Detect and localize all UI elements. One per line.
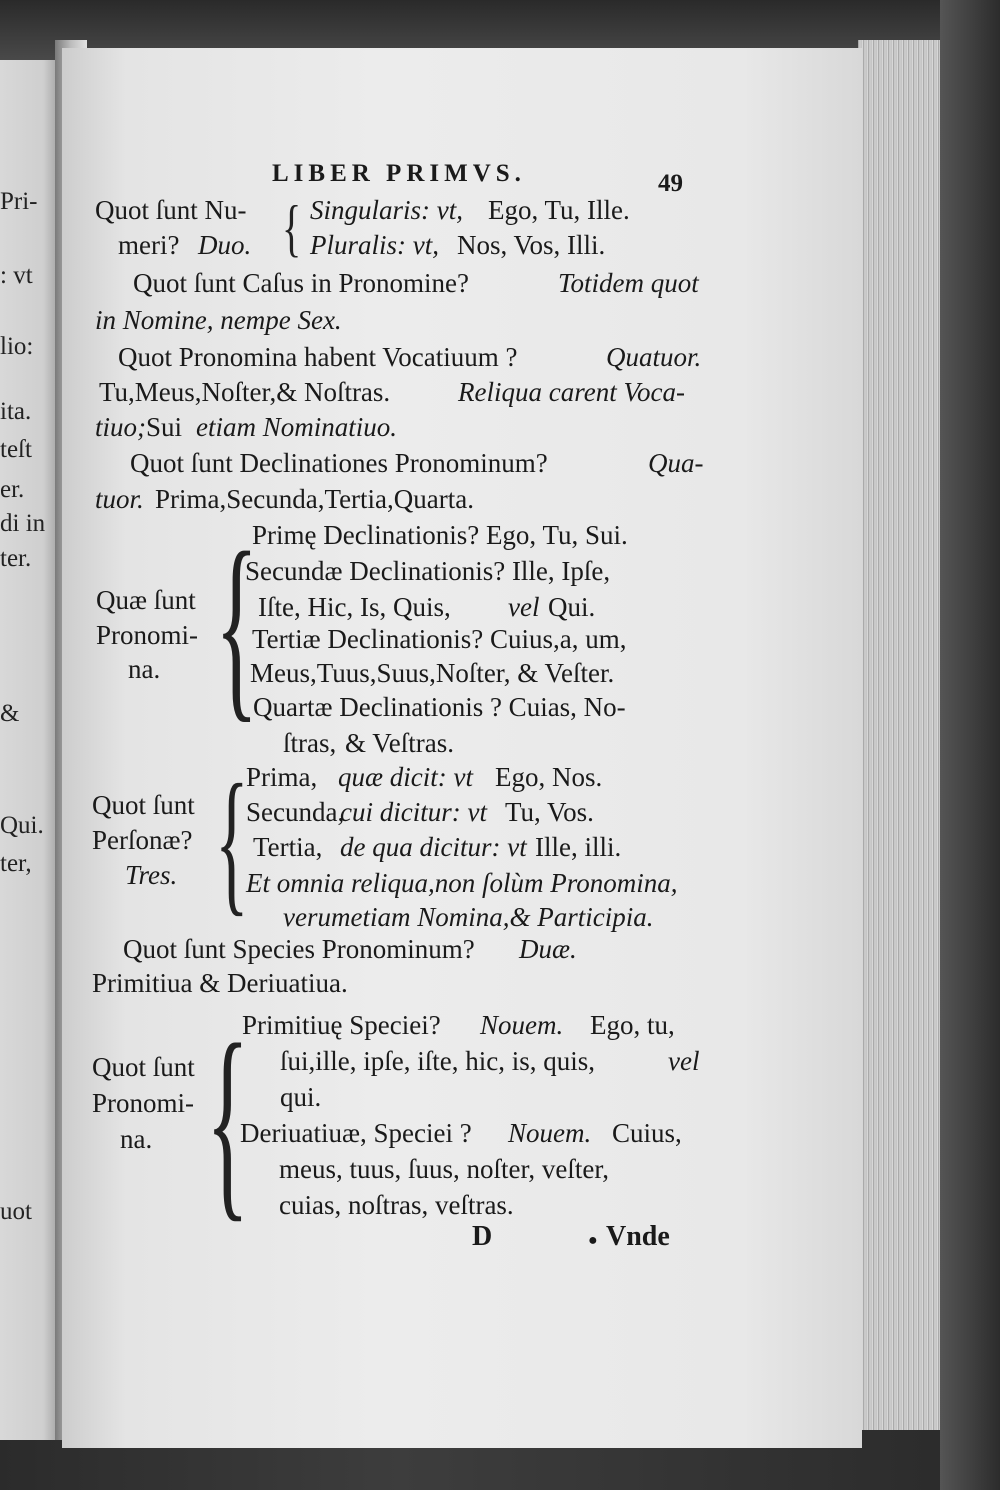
text-line-l25: ſui,ille, ipſe, iſte, hic, is, quis, (280, 1046, 595, 1076)
book-cover-edge (940, 0, 1000, 1490)
text-line-l14a: na. (128, 654, 161, 684)
signature-mark: D (472, 1221, 493, 1252)
text-line-l19a: Perſonæ? (92, 825, 193, 855)
left-facing-page (0, 60, 62, 1440)
left-margin-fragment: ter. (0, 545, 32, 572)
text-line-l5: Quot Pronomina habent Vocatiuum ? (118, 342, 518, 372)
text-line-l27: Deriuatiuæ, Speciei ? (240, 1118, 472, 1148)
text-line-l18: Secunda, (246, 797, 345, 827)
text-line-l27b: Nouem. (508, 1118, 592, 1148)
left-margin-fragment: uot (0, 1198, 32, 1225)
text-line-l11: Secundæ Declinationis? Ille, Ipſe, (245, 556, 611, 586)
left-margin-fragment: teſt (0, 436, 32, 463)
brace-species: { (206, 1002, 250, 1241)
text-line-l20: Et omnia reliqua,non ſolùm Pronomina, (246, 868, 678, 898)
text-line-l23: Primitiua & Deriuatiua. (92, 968, 348, 998)
left-margin-fragment: Pri- (0, 188, 38, 215)
text-line-l9: tuor. (95, 484, 144, 514)
text-line-l17: Prima, (246, 762, 318, 792)
text-line-l8b: Qua- (648, 448, 704, 478)
text-line-l10: Primę Declinationis? Ego, Tu, Sui. (252, 520, 628, 550)
text-line-l18b: cui dicitur: vt (340, 797, 487, 827)
text-line-l6: Tu,Meus,Noſter,& Noſtras. (99, 377, 391, 407)
text-line-l29: cuias, noſtras, veſtras. (279, 1190, 514, 1220)
left-margin-fragment: ter, (0, 850, 32, 877)
text-line-l16: ſtras, (283, 728, 337, 758)
text-line-l24: Primitiuę Speciei? (242, 1010, 441, 1040)
text-line-l18c: Tu, Vos. (505, 797, 594, 827)
text-line-l27a: na. (120, 1124, 153, 1154)
left-margin-fragment: : vt (0, 262, 33, 289)
text-line-l22b: Duæ. (519, 934, 577, 964)
page-number: 49 (658, 170, 683, 197)
text-line-l26a: Pronomi- (92, 1088, 195, 1118)
text-line-l24c: Ego, tu, (590, 1010, 675, 1040)
text-line-l1b: Singularis: vt, (310, 195, 463, 225)
left-margin-fragment: lio: (0, 333, 34, 360)
text-line-l19: Tertia, (253, 832, 323, 862)
text-line-l5b: Quatuor. (606, 342, 702, 372)
text-line-l3: Quot ſunt Caſus in Pronomine? (133, 268, 469, 298)
text-line-l26: qui. (280, 1082, 322, 1112)
left-margin-fragment: er. (0, 476, 25, 503)
text-line-l6b: Reliqua carent Voca- (458, 377, 685, 407)
text-line-l7c: etiam Nominatiuo. (196, 412, 397, 442)
text-line-l21: verumetiam Nomina,& Participia. (283, 902, 654, 932)
text-line-l25a: Quot ſunt (92, 1052, 195, 1082)
text-line-l1c: Ego, Tu, Ille. (488, 195, 630, 225)
text-line-l28: meus, tuus, ſuus, noſter, veſter, (279, 1154, 610, 1184)
left-margin-fragment: di in (0, 510, 46, 537)
text-line-l19c: Ille, illi. (535, 832, 622, 862)
text-line-l13a: Pronomi- (96, 620, 199, 650)
page-fore-edge (858, 40, 948, 1430)
text-line-l2: meri? (118, 230, 180, 260)
text-line-l12a: Quæ ſunt (96, 585, 196, 615)
text-line-l14: Meus,Tuus,Suus,Noſter, & Veſter. (250, 658, 615, 688)
left-margin-fragment: Qui. (0, 812, 44, 839)
text-line-l9b: Prima,Secunda,Tertia,Quarta. (155, 484, 474, 514)
text-line-l24b: Nouem. (480, 1010, 564, 1040)
left-margin-fragment: ita. (0, 398, 32, 425)
text-line-l1: Quot ſunt Nu- (95, 195, 247, 225)
text-line-l22: Quot ſunt Species Pronominum? (123, 934, 475, 964)
text-line-l12b: vel (508, 592, 540, 622)
text-line-l4: in Nomine, nempe Sex. (95, 305, 342, 335)
text-line-l7b: Sui (146, 412, 183, 442)
text-line-l19b: de qua dicitur: vt (340, 832, 527, 862)
brace-numeri: { (282, 191, 302, 264)
left-margin-fragment: & (0, 700, 20, 727)
text-line-l7: tiuo; (95, 412, 146, 442)
text-line-l15: Quartæ Declinationis ? Cuias, No- (253, 692, 626, 722)
text-line-l12c: Qui. (548, 592, 596, 622)
text-line-l16b: & Veſtras. (345, 728, 454, 758)
running-title: LIBER PRIMVS. (272, 160, 526, 187)
text-line-l27c: Cuius, (612, 1118, 682, 1148)
text-line-l18a: Quot ſunt (92, 790, 195, 820)
text-line-l2c: Nos, Vos, Illi. (457, 230, 606, 260)
text-line-l2a: Duo. (198, 230, 252, 260)
text-line-l17c: Ego, Nos. (495, 762, 603, 792)
text-line-l3b: Totidem quot (558, 268, 699, 298)
brace-declinations: { (215, 512, 259, 741)
text-line-l2b: Pluralis: vt, (310, 230, 439, 260)
signature-dot: ● (588, 1232, 598, 1249)
text-line-l13: Tertiæ Declinationis? Cuius,a, um, (252, 624, 627, 654)
brace-personae: { (215, 754, 249, 932)
text-line-l12: Iſte, Hic, Is, Quis, (258, 592, 451, 622)
text-line-l20a: Tres. (125, 860, 178, 890)
text-line-l8: Quot ſunt Declinationes Pronominum? (130, 448, 548, 478)
text-line-l25b: vel (668, 1046, 700, 1076)
text-line-l17b: quæ dicit: vt (338, 762, 473, 792)
catchword: Vnde (606, 1221, 670, 1252)
